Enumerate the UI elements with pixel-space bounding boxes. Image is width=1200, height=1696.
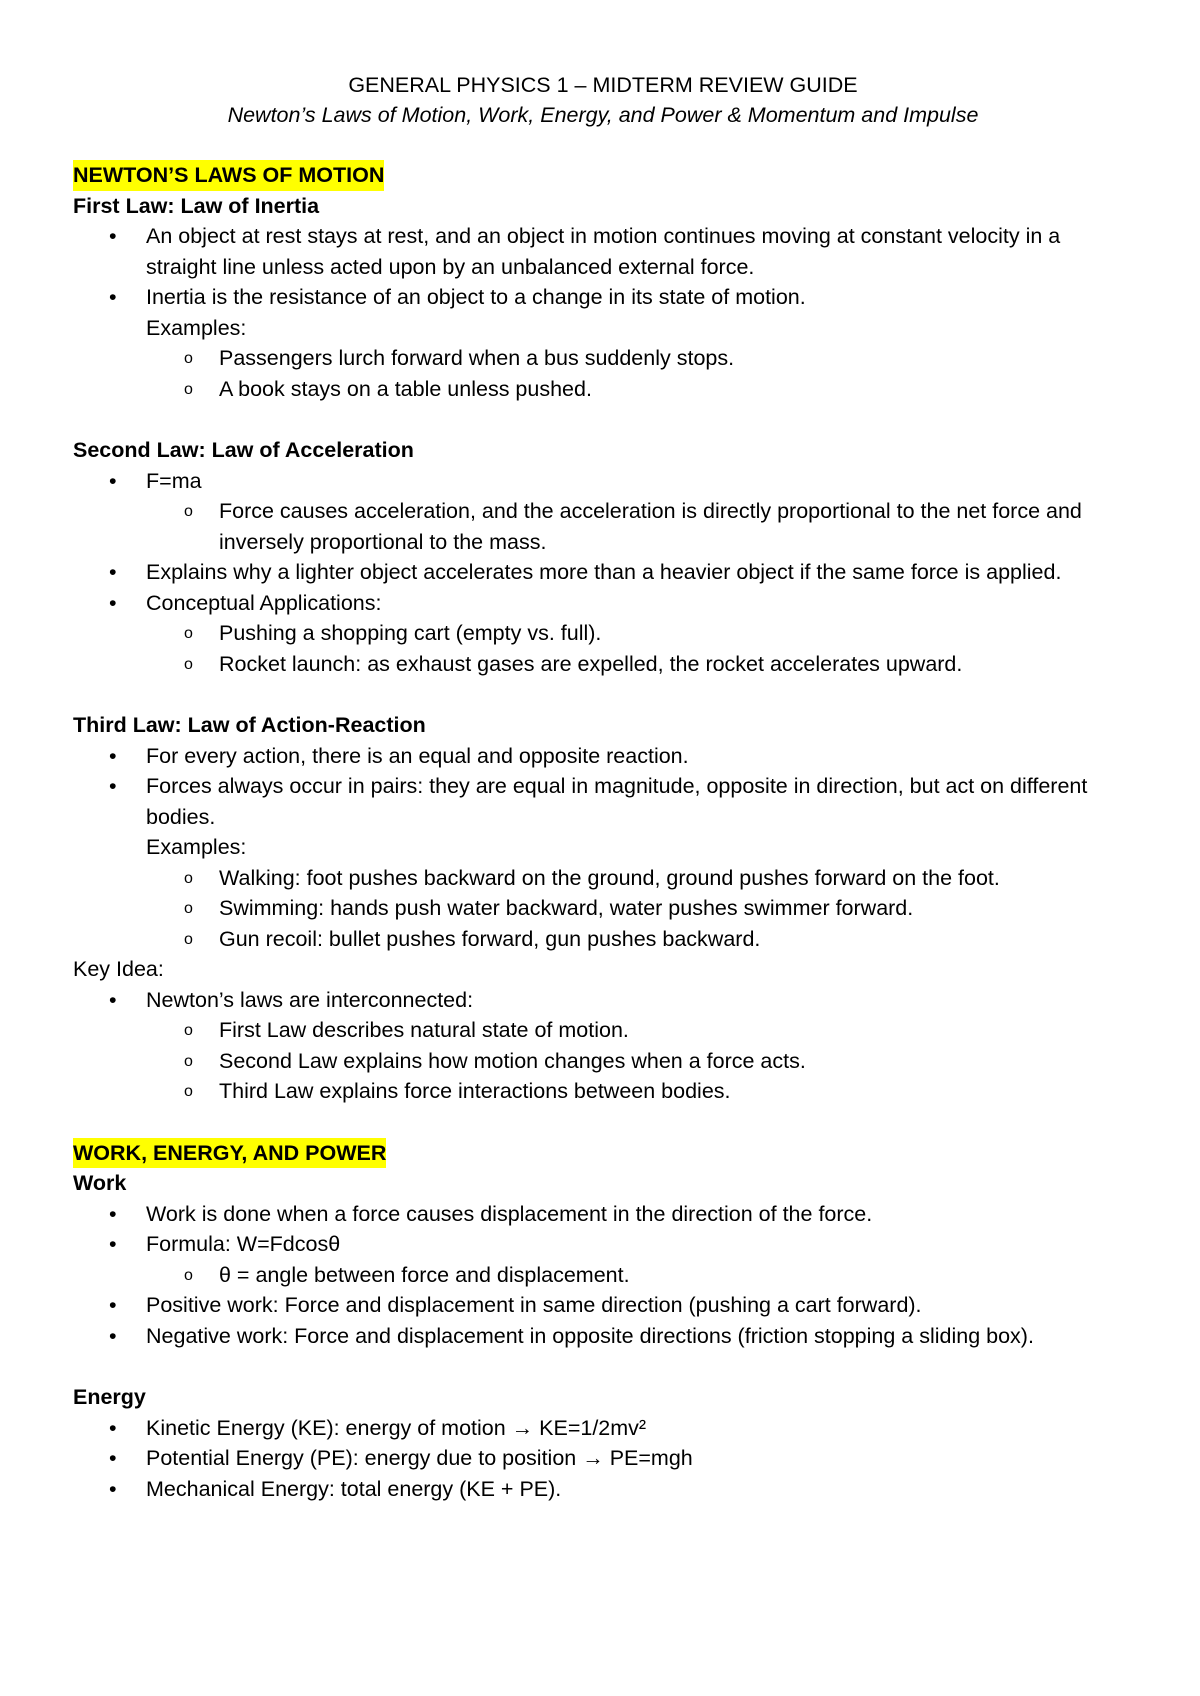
list-item: • Conceptual Applications: bbox=[73, 588, 1133, 619]
list-item: o Pushing a shopping cart (empty vs. full). bbox=[73, 618, 1133, 649]
list-item: o Walking: foot pushes backward on the ground, ground pushes forward on the foot. bbox=[73, 863, 1133, 894]
section-wep bbox=[73, 1138, 1133, 1169]
list-item: • For every action, there is an equal and opposite reaction. bbox=[73, 741, 1133, 772]
list-item: o Passengers lurch forward when a bus suddenly stops. bbox=[73, 343, 1133, 374]
list-item: o Force causes acceleration, and the acceleration is directly proportional to the net force and inversely proportional to the mass. bbox=[73, 496, 1133, 557]
work-list bbox=[73, 1199, 1133, 1352]
list-item: o Gun recoil: bullet pushes forward, gun pushes backward. bbox=[73, 924, 1133, 955]
page-title: GENERAL PHYSICS 1 – MIDTERM REVIEW GUIDE bbox=[348, 73, 858, 97]
list-item: • Mechanical Energy: total energy (KE + PE). bbox=[73, 1474, 1133, 1505]
list-item: o Third Law explains force interactions between bodies. bbox=[73, 1076, 1133, 1107]
list-item: • Inertia is the resistance of an object to a change in its state of motion. bbox=[73, 282, 1133, 313]
section-title-newton: NEWTON’S LAWS OF MOTION bbox=[73, 160, 384, 191]
third-law-heading: Third Law: Law of Action-Reaction bbox=[73, 713, 426, 737]
list-item: o θ = angle between force and displacement. bbox=[73, 1260, 1133, 1291]
list-item: • An object at rest stays at rest, and an object in motion continues moving at constant velocity in a straight line unless acted upon by an unbalanced external force. bbox=[73, 221, 1133, 282]
examples-label: Examples: bbox=[146, 315, 247, 340]
list-item: • F=ma bbox=[73, 466, 1133, 497]
section-newton bbox=[73, 160, 1133, 191]
list-item: • Kinetic Energy (KE): energy of motion → KE=1/2mv² bbox=[73, 1413, 1133, 1444]
list-item: • Negative work: Force and displacement in opposite directions (friction stopping a sliding box). bbox=[73, 1321, 1133, 1352]
third-law-examples bbox=[73, 863, 1133, 955]
list-item: o Second Law explains how motion changes when a force acts. bbox=[73, 1046, 1133, 1077]
energy-list bbox=[73, 1413, 1133, 1505]
key-idea-list bbox=[73, 985, 1133, 1107]
list-item: • Potential Energy (PE): energy due to position → PE=mgh bbox=[73, 1443, 1133, 1474]
second-law-heading: Second Law: Law of Acceleration bbox=[73, 438, 414, 462]
list-item: o Rocket launch: as exhaust gases are expelled, the rocket accelerates upward. bbox=[73, 649, 1133, 680]
third-law-list bbox=[73, 741, 1133, 833]
examples-label: Examples: bbox=[146, 835, 247, 859]
first-law-list bbox=[73, 221, 1133, 313]
key-idea-label: Key Idea: bbox=[73, 957, 164, 981]
list-item: • Forces always occur in pairs: they are equal in magnitude, opposite in direction, but act on different bodies. bbox=[73, 771, 1133, 832]
list-item: o First Law describes natural state of motion. bbox=[73, 1015, 1133, 1046]
list-item: o A book stays on a table unless pushed. bbox=[73, 374, 1133, 405]
second-law-list bbox=[73, 466, 1133, 680]
first-law-examples bbox=[73, 343, 1133, 404]
list-item: • Explains why a lighter object accelerates more than a heavier object if the same force is applied. bbox=[73, 557, 1133, 588]
list-item: • Newton’s laws are interconnected: bbox=[73, 985, 1133, 1016]
page-subtitle: Newton’s Laws of Motion, Work, Energy, and Power & Momentum and Impulse bbox=[227, 103, 979, 127]
list-item: o Swimming: hands push water backward, water pushes swimmer forward. bbox=[73, 893, 1133, 924]
energy-heading: Energy bbox=[73, 1385, 146, 1409]
first-law-heading: First Law: Law of Inertia bbox=[73, 193, 320, 218]
document-page bbox=[73, 70, 1133, 1504]
section-title-wep: WORK, ENERGY, AND POWER bbox=[73, 1138, 386, 1169]
work-heading: Work bbox=[73, 1171, 127, 1195]
list-item: • Work is done when a force causes displacement in the direction of the force. bbox=[73, 1199, 1133, 1230]
list-item: • Positive work: Force and displacement in same direction (pushing a cart forward). bbox=[73, 1290, 1133, 1321]
list-item: • Formula: W=Fdcosθ bbox=[73, 1229, 1133, 1260]
